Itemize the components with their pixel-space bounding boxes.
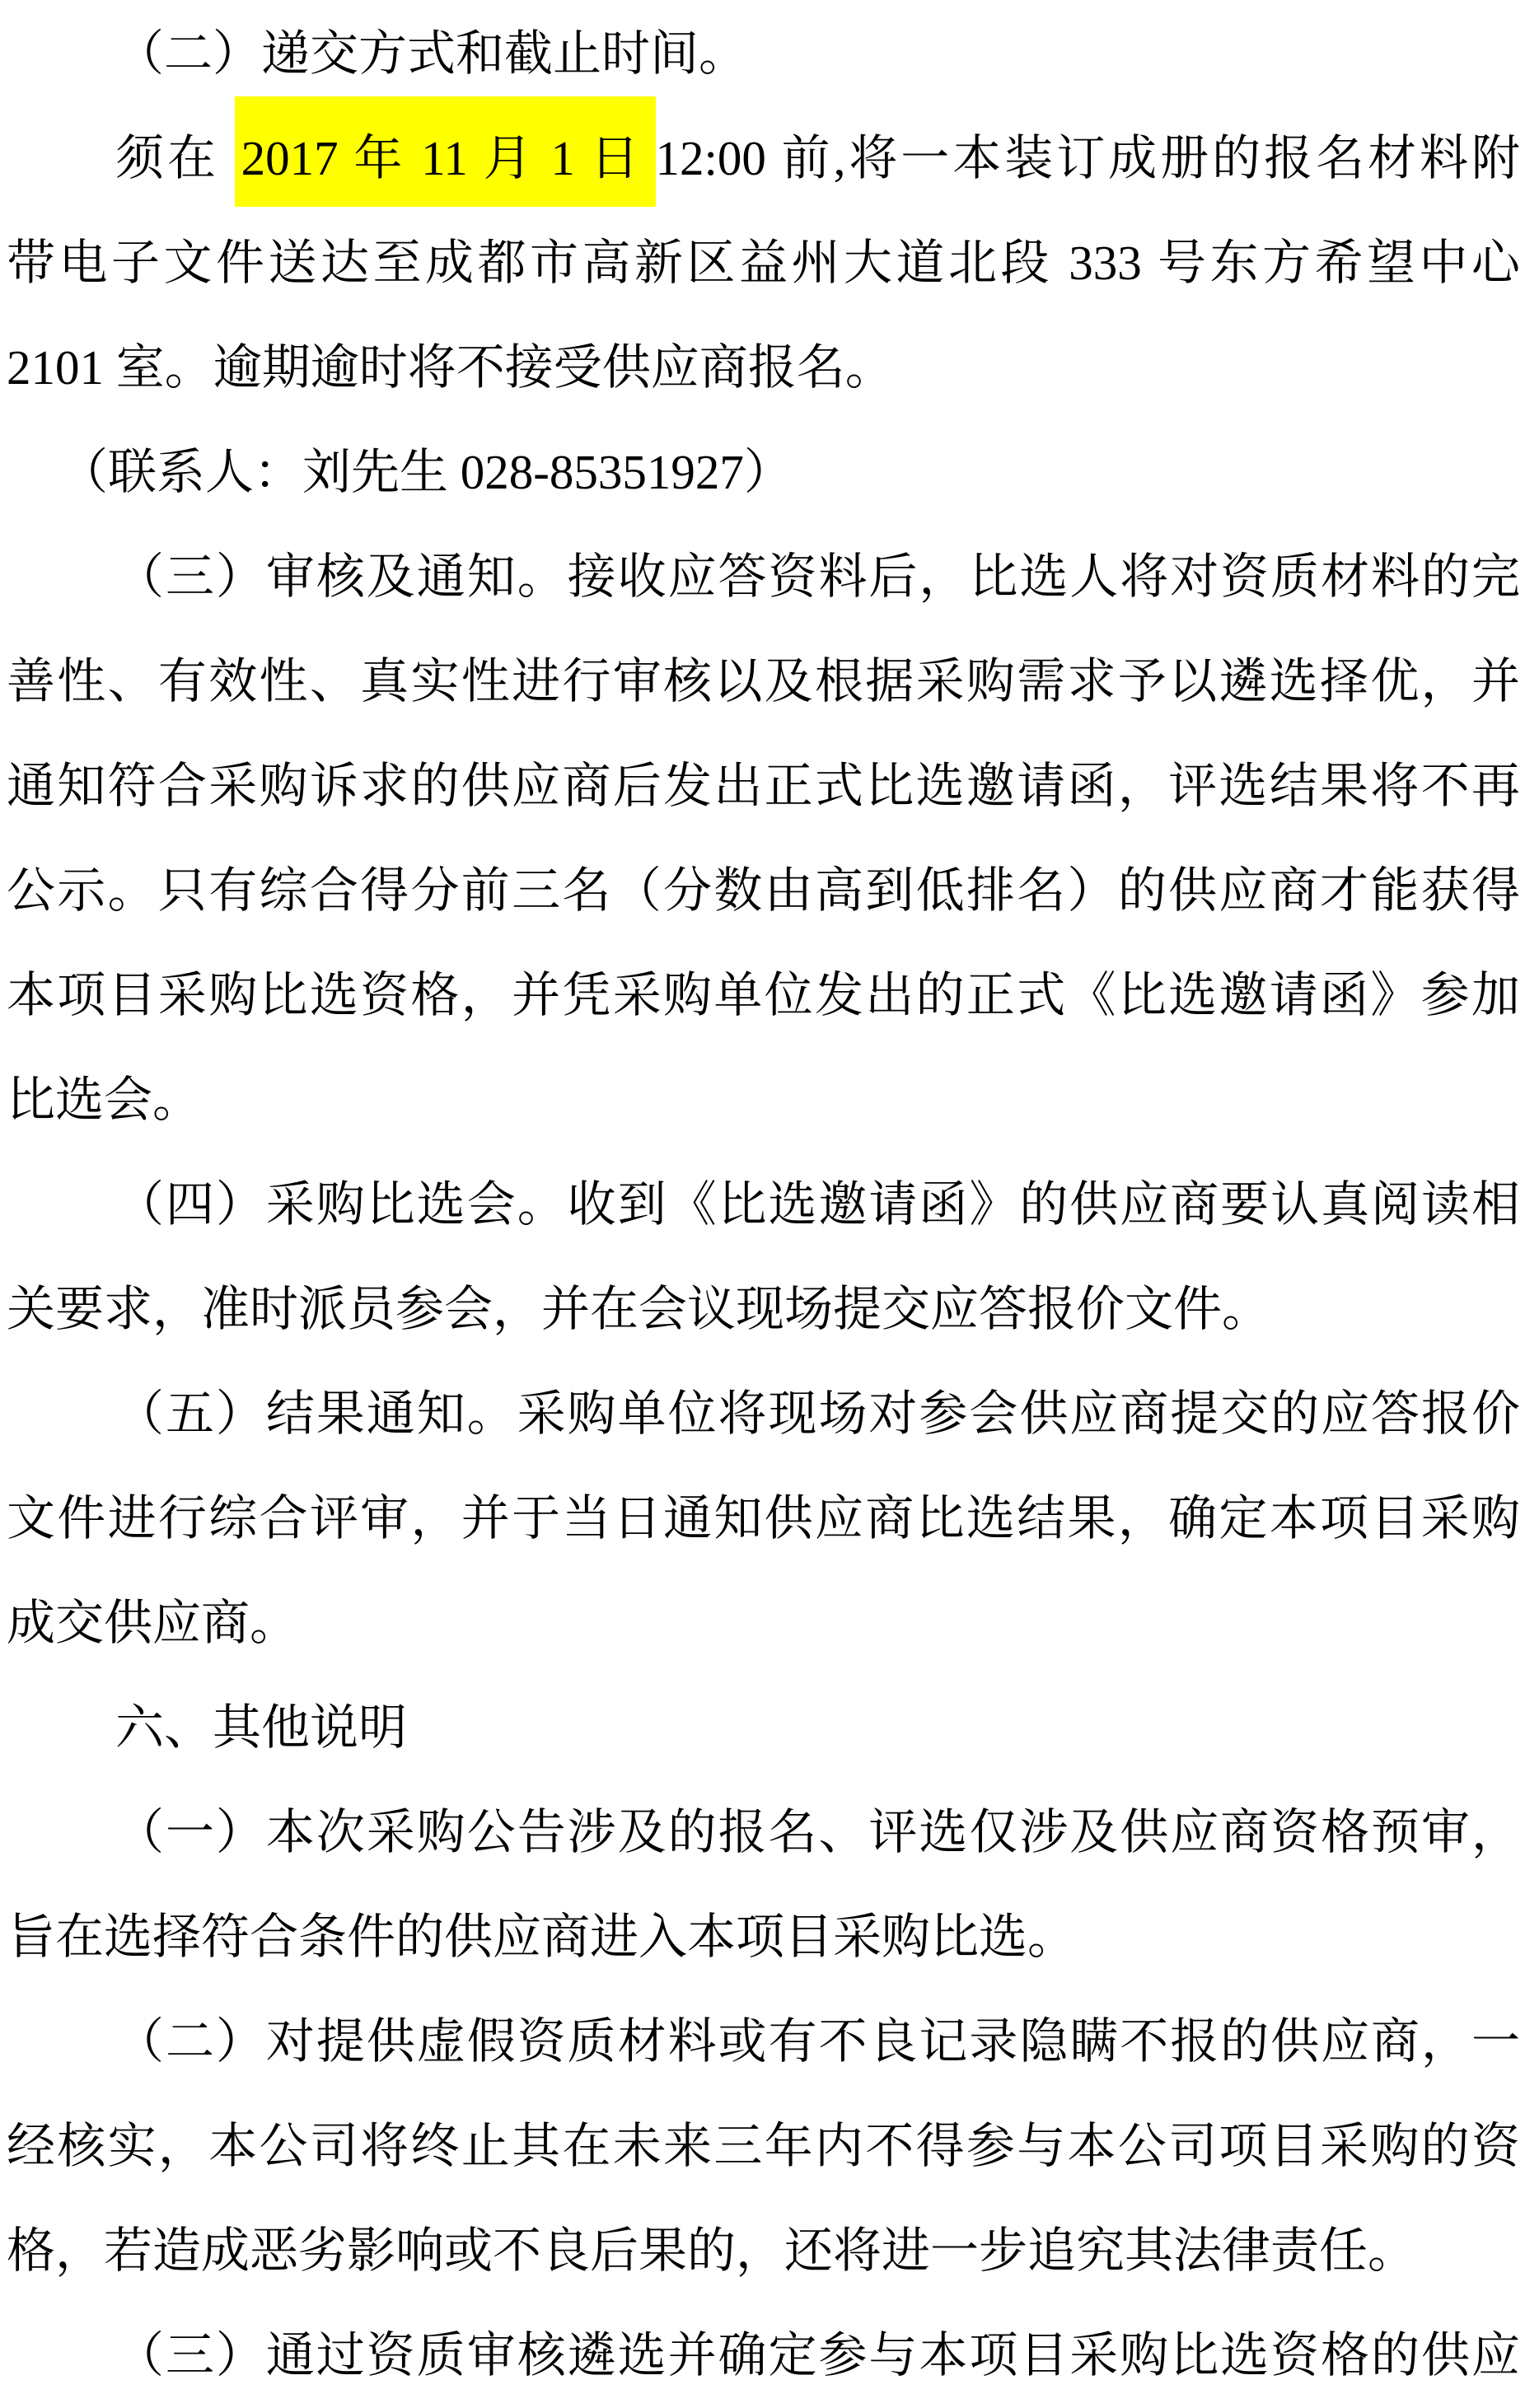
text-segment: 带电子文件送达至成都市高新区益州大道北段 333 号东方希望中心	[7, 236, 1520, 290]
text-segment: 成交供应商。	[7, 1596, 299, 1650]
text-line	[7, 629, 1520, 734]
text-line	[7, 1362, 1520, 1466]
text-line	[7, 316, 1520, 420]
text-segment: （五）结果通知。采购单位将现场对参会供应商提交的应答报价	[115, 1386, 1520, 1441]
text-line	[7, 525, 1520, 629]
text-segment: （三）审核及通知。接收应答资料后，比选人将对资质材料的完	[115, 549, 1520, 604]
text-line	[7, 2094, 1520, 2199]
text-segment: （二）对提供虚假资质材料或有不良记录隐瞒不报的供应商，一	[115, 2014, 1520, 2069]
text-line	[7, 1676, 1520, 1780]
text-line	[7, 2, 1520, 106]
text-line	[7, 2303, 1520, 2408]
document-page	[7, 2, 1520, 2408]
text-segment: 关要求，准时派员参会，并在会议现场提交应答报价文件。	[7, 1282, 1271, 1336]
text-line	[7, 1571, 1520, 1676]
text-line	[7, 1153, 1520, 1257]
text-line	[7, 1990, 1520, 2094]
text-segment: 经核实，本公司将终止其在未来三年内不得参与本公司项目采购的资	[7, 2119, 1520, 2173]
text-segment: 本项目采购比选资格，并凭采购单位发出的正式《比选邀请函》参加	[7, 968, 1520, 1022]
text-line	[7, 1466, 1520, 1571]
text-segment: 六、其他说明	[115, 1700, 408, 1755]
text-segment: （二）递交方式和截止时间。	[115, 26, 748, 81]
text-segment: （三）通过资质审核遴选并确定参与本项目采购比选资格的供应	[115, 2328, 1520, 2382]
text-segment: 须在	[115, 131, 235, 185]
text-line	[7, 1048, 1520, 1153]
text-line	[7, 943, 1520, 1048]
text-segment: 通知符合采购诉求的供应商后发出正式比选邀请函，评选结果将不再	[7, 759, 1520, 813]
highlighted-date: 2017 年 11 月 1 日	[235, 96, 656, 207]
text-line	[7, 734, 1520, 839]
text-segment: （四）采购比选会。收到《比选邀请函》的供应商要认真阅读相	[115, 1177, 1520, 1232]
text-segment: 善性、有效性、真实性进行审核以及根据采购需求予以遴选择优，并	[7, 654, 1520, 708]
text-segment: 格，若造成恶劣影响或不良后果的，还将进一步追究其法律责任。	[7, 2223, 1417, 2278]
text-segment: 2101 室。逾期逾时将不接受供应商报名。	[7, 340, 894, 395]
text-segment: 旨在选择符合条件的供应商进入本项目采购比选。	[7, 1910, 1077, 1964]
text-line	[7, 211, 1520, 316]
text-segment: （一）本次采购公告涉及的报名、评选仅涉及供应商资格预审，	[115, 1805, 1520, 1859]
text-line	[7, 1885, 1520, 1990]
text-line	[7, 420, 1520, 525]
text-segment: 12:00 前,将一本装订成册的报名材料附	[655, 131, 1520, 185]
text-line	[7, 839, 1520, 943]
text-line	[7, 106, 1520, 211]
text-line	[7, 2199, 1520, 2303]
text-line	[7, 1780, 1520, 1885]
text-segment: 公示。只有综合得分前三名（分数由高到低排名）的供应商才能获得	[7, 863, 1520, 918]
text-line	[7, 1257, 1520, 1362]
text-segment: 比选会。	[7, 1073, 202, 1127]
text-segment: 文件进行综合评审，并于当日通知供应商比选结果，确定本项目采购	[7, 1491, 1520, 1545]
text-segment: （联系人：刘先生 028-85351927）	[59, 445, 793, 499]
